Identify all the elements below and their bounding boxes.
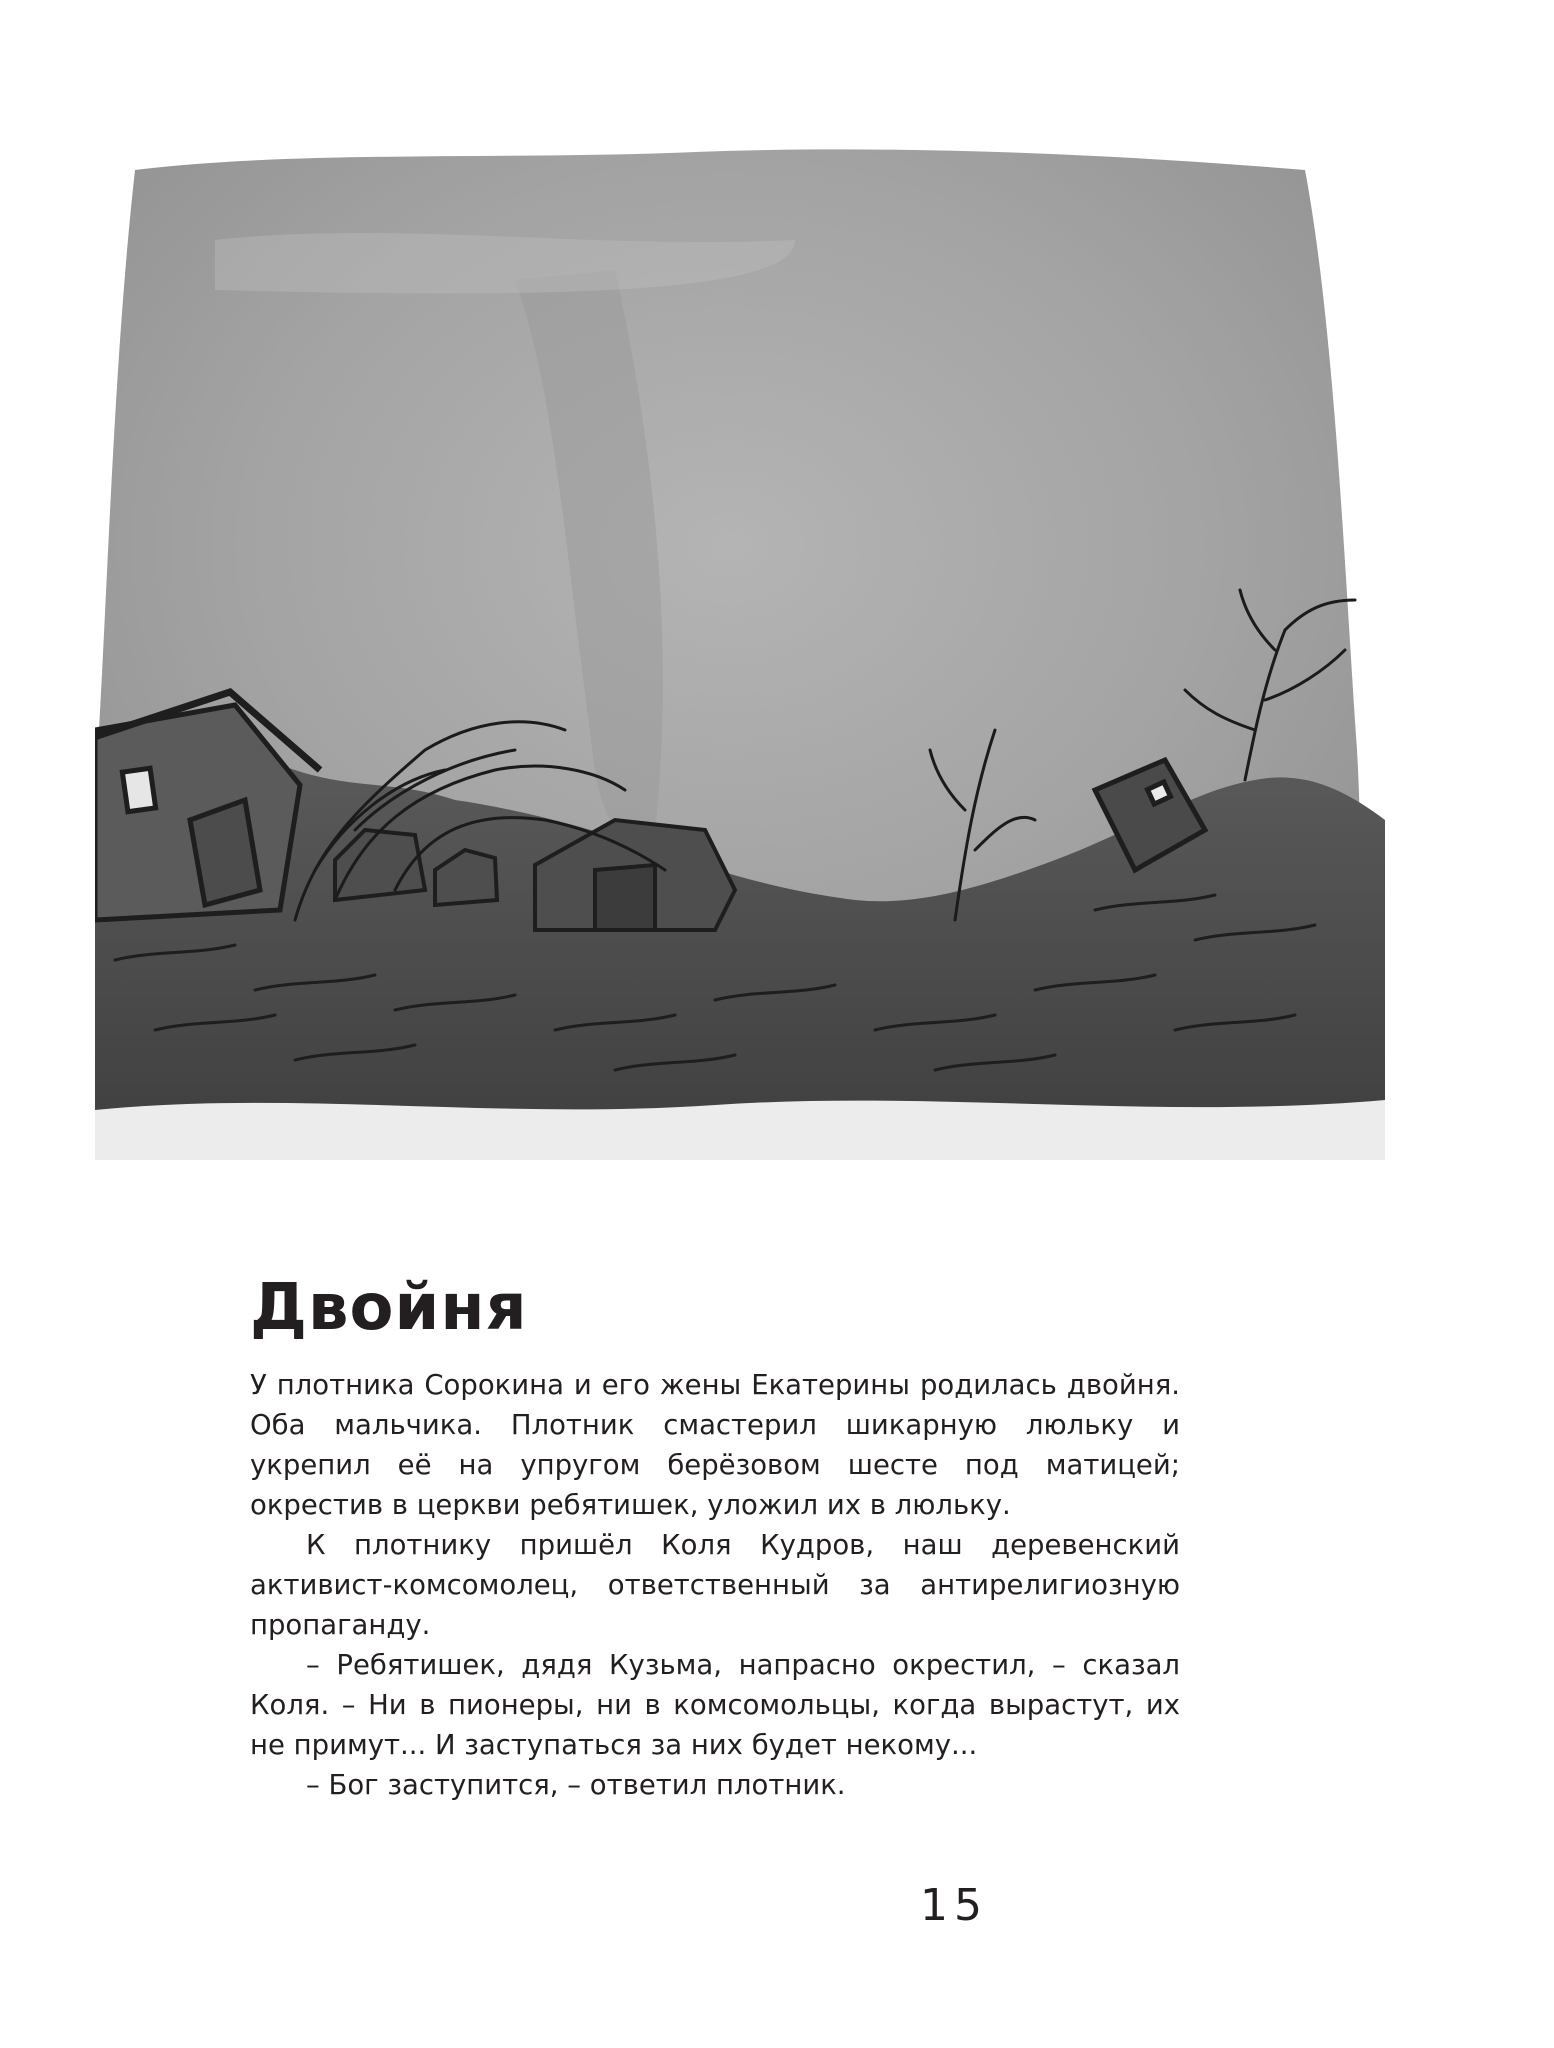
- illustration-village-storm: [95, 130, 1385, 1160]
- ground-fade: [95, 1100, 1385, 1160]
- paragraph: К плотнику пришёл Коля Кудров, наш деревенский активист-комсомолец, ответственный за антирелигиозную пропаганду.: [250, 1529, 1180, 1641]
- chapter-body: [250, 1365, 1180, 1805]
- ink-wash-drawing: [95, 130, 1385, 1160]
- paragraph: У плотника Сорокина и его жены Екатерины родилась двойня. Оба мальчика. Плотник смастерил шикарную люльку и укрепил её на упругом берёзовом шесте под матицей; окрестив в церкви ребятишек, уложил их в люльку.: [250, 1369, 1180, 1521]
- paragraph: – Бог заступится, – ответил плотник.: [306, 1769, 846, 1801]
- paragraph: – Ребятишек, дядя Кузьма, напрасно окрестил, – сказал Коля. – Ни в пионеры, ни в комсомольцы, когда вырастут, их не примут... И заступаться за них будет некому...: [250, 1649, 1180, 1761]
- page-number: 15: [920, 1880, 988, 1931]
- chapter-title: Двойня: [250, 1271, 528, 1345]
